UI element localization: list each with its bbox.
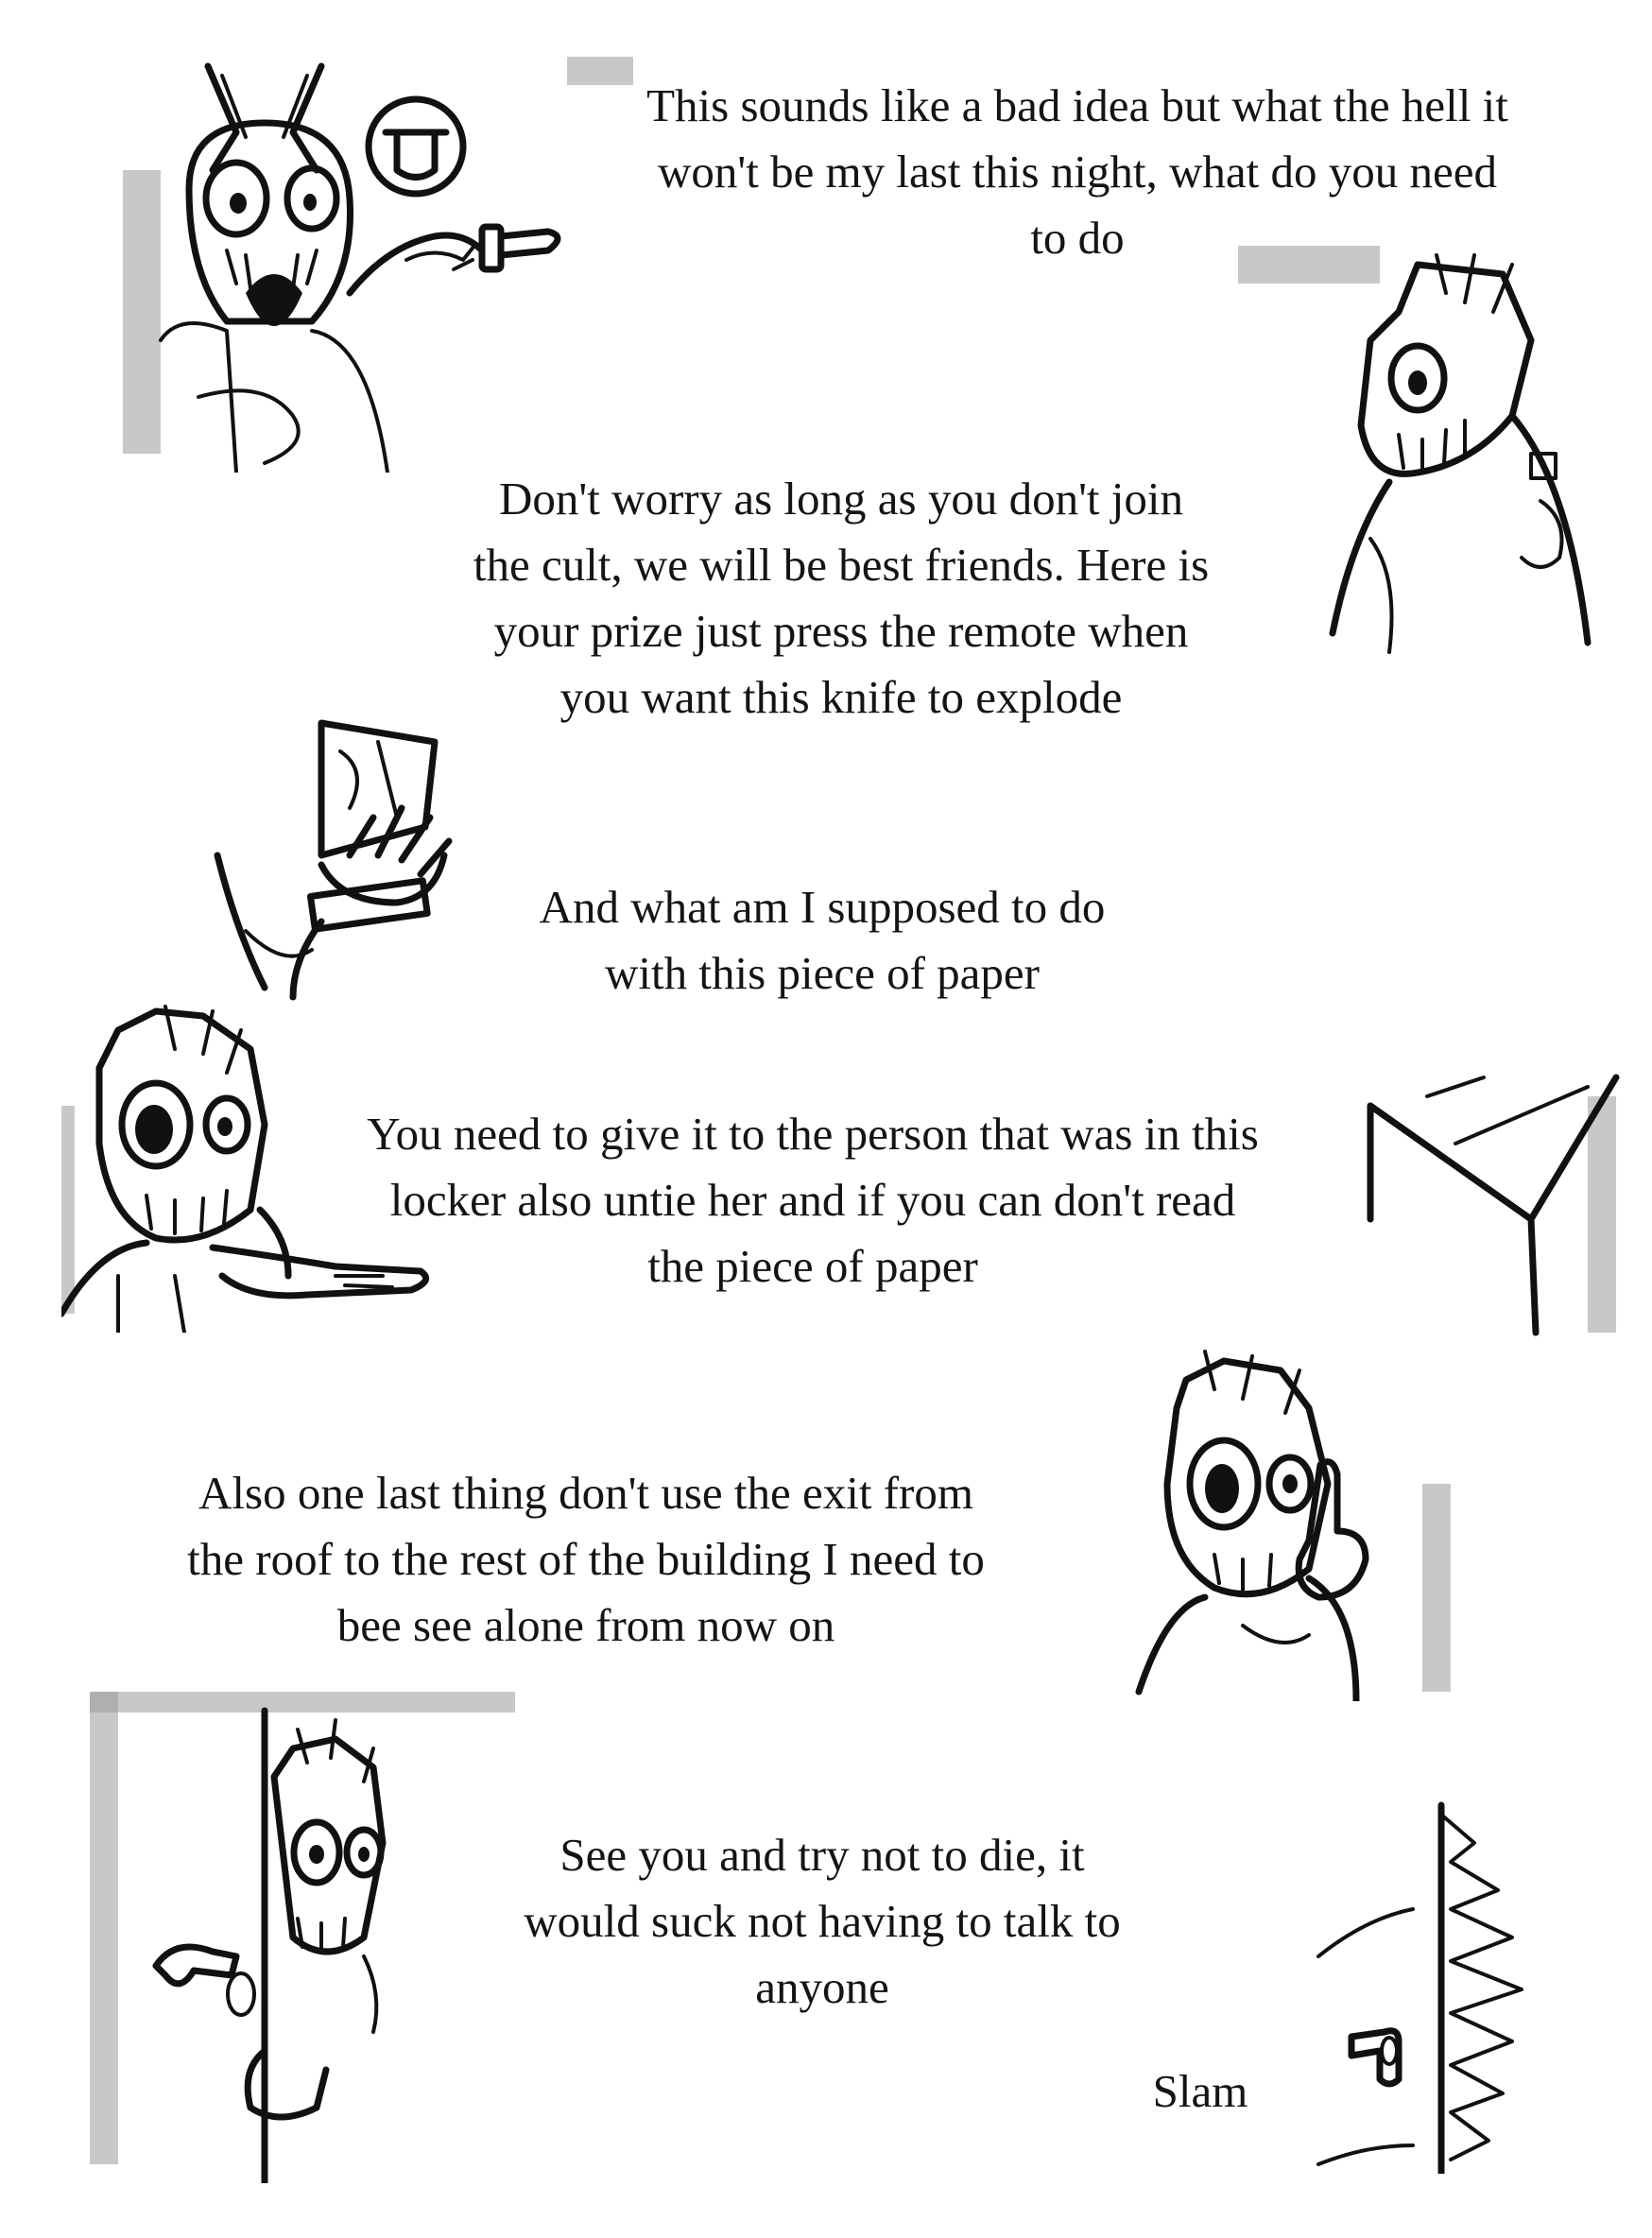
caption-line: your prize just press the remote when [493, 605, 1189, 657]
panel-character-thumb [1110, 1342, 1465, 1701]
caption-line: And what am I supposed to do [539, 881, 1106, 933]
caption-4 [284, 1101, 1342, 1300]
caption-line: would suck not having to talk to [524, 1895, 1121, 1947]
masked-character-illustration [123, 57, 633, 473]
caption-line: you want this knife to explode [559, 671, 1123, 723]
masked-character-illustration [1110, 1342, 1465, 1701]
caption-line: the roof to the rest of the building I need to [187, 1533, 985, 1585]
caption-line: with this piece of paper [605, 947, 1040, 999]
caption-line: the cult, we will be best friends. Here is [473, 539, 1210, 591]
caption-line: locker also untie her and if you can don't read [389, 1174, 1236, 1226]
caption-2 [397, 466, 1285, 731]
caption-6 [416, 1822, 1229, 2021]
caption-line: to do [1030, 212, 1125, 264]
caption-5 [85, 1460, 1087, 1659]
caption-line: anyone [755, 1961, 889, 2013]
sfx-text: Slam [1152, 2065, 1248, 2117]
panel-character-remote [123, 57, 633, 473]
panel-locker [1361, 1068, 1626, 1342]
caption-line: This sounds like a bad idea but what the hell it [646, 79, 1508, 131]
panel-character-looking [1229, 236, 1607, 662]
caption-line: won't be my last this night, what do you need [657, 146, 1497, 198]
caption-line: Don't worry as long as you don't join [498, 473, 1184, 525]
caption-line: bee see alone from now on [336, 1599, 835, 1651]
masked-character-illustration [1229, 236, 1607, 662]
door-slam-illustration [1309, 1796, 1545, 2174]
caption-line: You need to give it to the person that was in this [367, 1108, 1259, 1160]
panel-door-slam [1309, 1796, 1545, 2174]
caption-line: Also one last thing don't use the exit from [198, 1467, 973, 1519]
caption-line: the piece of paper [647, 1240, 978, 1292]
caption-line: See you and try not to die, it [559, 1829, 1085, 1881]
locker-illustration [1361, 1068, 1626, 1342]
sfx-slam [1106, 2058, 1295, 2125]
caption-3 [416, 874, 1229, 1007]
